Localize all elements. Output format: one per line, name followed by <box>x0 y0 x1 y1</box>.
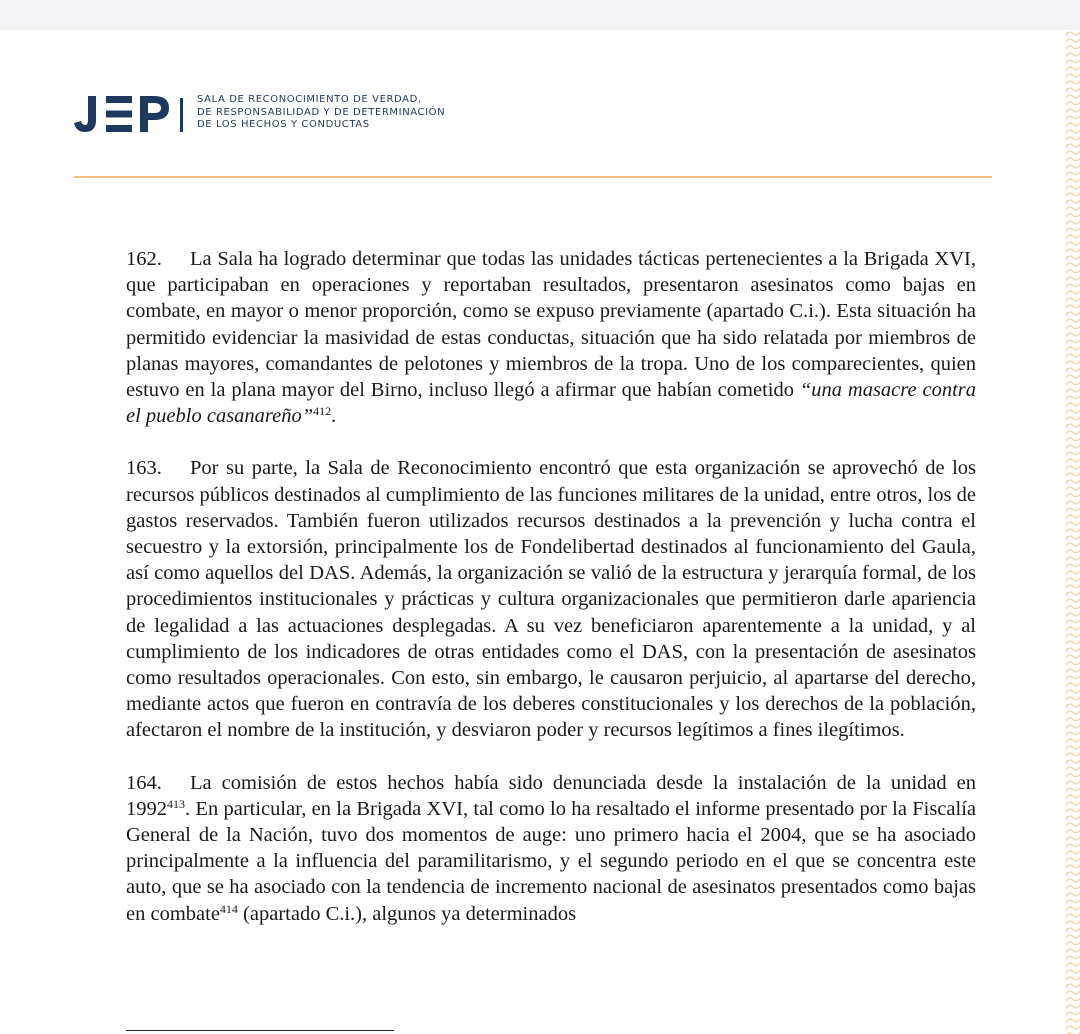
footnote-ref[interactable]: 413 <box>167 796 185 811</box>
footnote-ref[interactable]: 412 <box>313 404 332 419</box>
paragraph-text: Por su parte, la Sala de Reconocimiento encontró que esta organización se aprovechó de los recursos públicos destinados al cumplimiento de las funciones militares de la unidad, entre otros, los de gastos reservados. También fueron utilizados recursos destinados a la prevención y lucha contra el secuestro y la extorsión, principalmente los de Fondelibertad destinados al funcionamiento del Gaula, así como aquellos del DAS. Además, la organización se valió de la estructura y jerarquía formal, de los procedimientos institucionales y prácticas y cultura organizacionales que permitieron darle apariencia de legalidad a las actuaciones desplegadas. A su vez beneficiaron aparentemente a la unidad, y al cumplimiento de los indicadores de otras entidades como el DAS, con la presentación de asesinatos como resultados operacionales. Con esto, sin embargo, le causaron perjuicio, al apartarse del derecho, mediante actos que fueron en contravía de los deberes constitucionales y los derechos de la población, afectaron el nombre de la institución, y desviaron poder y recursos legítimos a fines ilegítimos. <box>126 457 976 742</box>
subtitle-line-1: SALA DE RECONOCIMIENTO DE VERDAD, <box>197 94 422 105</box>
jep-logo <box>74 92 186 134</box>
paragraph-text: La comisión de estos hechos había sido denunciada desde la instalación de la unidad en 1992 <box>126 771 976 820</box>
paragraph-number: 164. <box>126 771 162 794</box>
paragraph-162 <box>126 246 976 429</box>
paragraph-text: La Sala ha logrado determinar que todas las unidades tácticas pertenecientes a la Brigada XVI, que participaban en operaciones y reportaban resultados, presentaron asesinatos como bajas en combate, en mayor o menor proporción, como se expuso previamente (apartado C.i.). Esta situación ha permitido evidenciar la masividad de estas conductas, situación que ha sido relatada por miembros de planas mayores, comandantes de pelotones y miembros de la tropa. Uno de los comparecientes, quien estuvo en la plana mayor del Birno, incluso llegó a afirmar que habían cometido <box>126 248 976 402</box>
subtitle-line-3: DE LOS HECHOS Y CONDUCTAS <box>197 119 370 130</box>
paragraph-number: 162. <box>126 248 162 270</box>
subtitle-line-2: DE RESPONSABILIDAD Y DE DETERMINACIÓN <box>197 106 446 118</box>
paragraph-tail: . <box>331 405 337 428</box>
header-divider <box>74 176 992 178</box>
paragraph-163 <box>126 455 976 743</box>
footnote-separator <box>126 1030 394 1031</box>
paragraph-text: (apartado C.i.), algunos ya determinados <box>237 902 577 925</box>
jep-logo-mark <box>74 92 186 134</box>
decorative-wave-border <box>1066 30 1080 1034</box>
chamber-subtitle <box>197 94 445 132</box>
paragraph-text: . En particular, en la Brigada XVI, tal como lo ha resaltado el informe presentado por la Fiscalía General de la Nación, tuvo dos momentos de auge: uno primero hacia el 2004, que se ha asociado principalmente a la influencia del paramilitarismo, y el segundo periodo en el que se concentra este auto, que se ha asociado con la tendencia de incremento nacional de asesinatos presentados como bajas en combate <box>126 797 976 925</box>
viewer-top-bar <box>0 0 1080 30</box>
paragraph-quote: “una masacre contra el pueblo casanareño” <box>126 379 977 428</box>
paragraph-164 <box>126 770 976 927</box>
footnote-ref[interactable]: 414 <box>219 901 238 916</box>
document-body <box>126 246 976 927</box>
paragraph-number: 163. <box>126 457 162 480</box>
